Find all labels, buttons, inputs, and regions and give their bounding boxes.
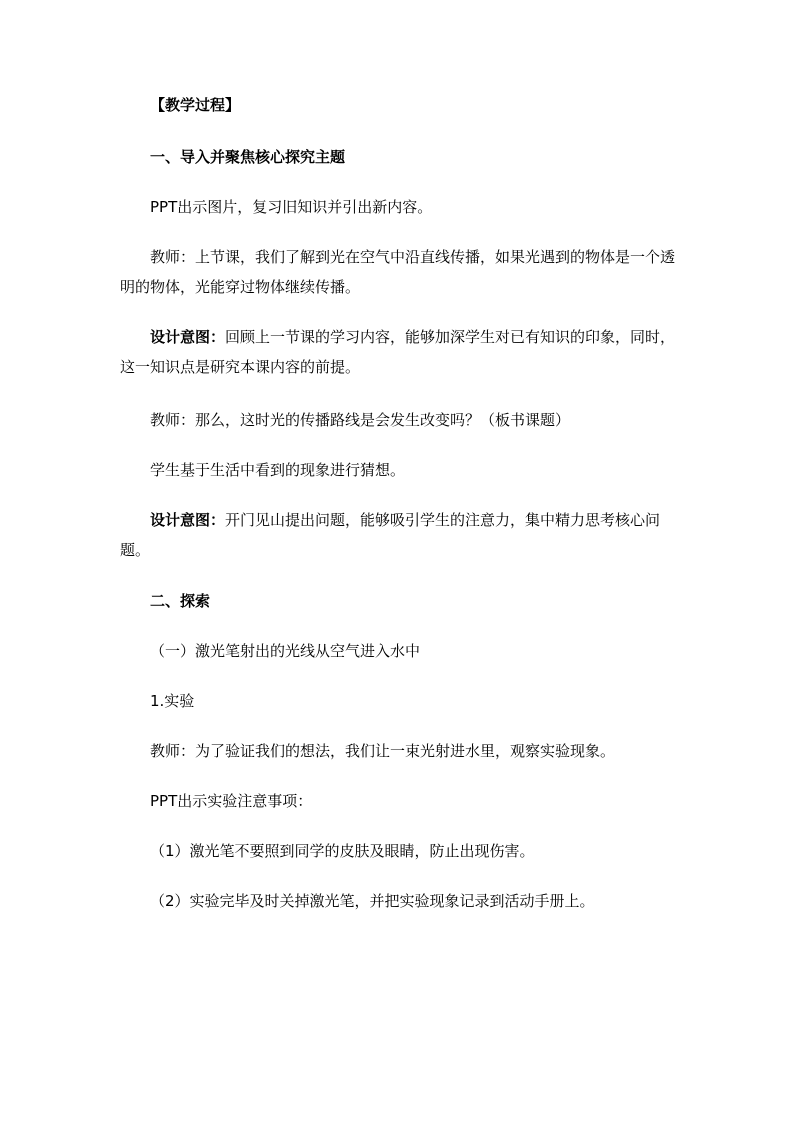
item-1-experiment: 1.实验: [150, 692, 195, 710]
design-intent-label: 设计意图：: [150, 511, 226, 529]
paragraph-design-intent-2: [120, 505, 676, 565]
paragraph-ppt-intro: PPT出示图片，复习旧知识并引出新内容。: [150, 198, 433, 216]
paragraph-design-intent-1: [120, 322, 676, 382]
paragraph-student-guess: 学生基于生活中看到的现象进行猜想。: [150, 461, 406, 479]
heading-teaching-process: 【教学过程】: [150, 96, 241, 114]
note-1: （1）激光笔不要照到同学的皮肤及眼睛，防止出现伤害。: [150, 842, 535, 860]
paragraph-teacher-review: 教师：上节课，我们了解到光在空气中沿直线传播，如果光遇到的物体是一个透明的物体，光能穿过物体继续传播。: [120, 248, 676, 296]
subsection-1-title: （一）激光笔射出的光线从空气进入水中: [150, 642, 421, 660]
design-intent-label: 设计意图：: [150, 328, 226, 346]
design-intent-text: 开门见山提出问题，能够吸引学生的注意力，集中精力思考核心问题。: [120, 511, 661, 559]
section-1-title: 一、导入并聚焦核心探究主题: [150, 148, 346, 166]
note-2: （2）实验完毕及时关掉激光笔，并把实验现象记录到活动手册上。: [150, 892, 595, 910]
paragraph-teacher-question: 教师：那么，这时光的传播路线是会发生改变吗？（板书课题）: [150, 411, 571, 429]
paragraph-teacher-experiment: 教师：为了验证我们的想法，我们让一束光射进水里，观察实验现象。: [150, 742, 616, 760]
design-intent-text: 回顾上一节课的学习内容，能够加深学生对已有知识的印象，同时，这一知识点是研究本课内容的前提。: [120, 328, 676, 376]
section-2-title: 二、探索: [150, 592, 211, 610]
paragraph-ppt-notes: PPT出示实验注意事项：: [150, 792, 313, 810]
